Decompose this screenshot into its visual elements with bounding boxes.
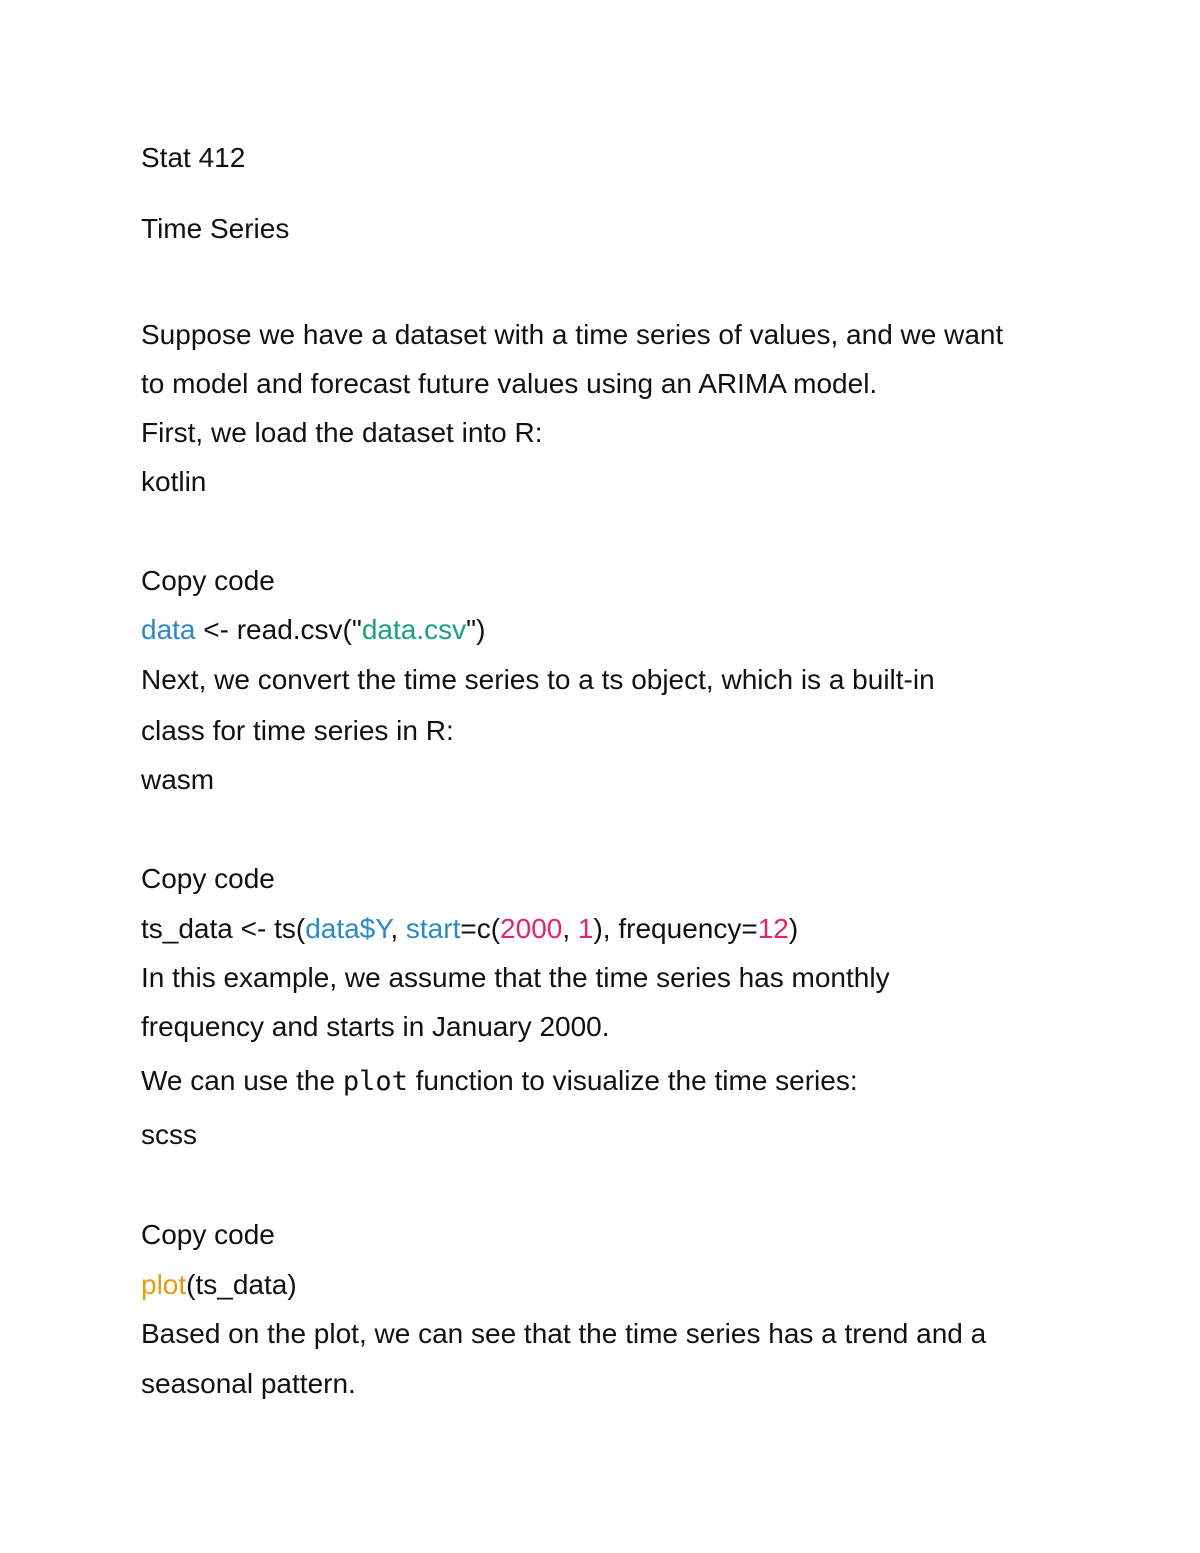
assumption-text-line-2: frequency and starts in January 2000.	[141, 1011, 610, 1042]
intro-text-line-2: to model and forecast future values using an ARIMA model.	[141, 368, 878, 399]
code-variable: data$Y	[305, 913, 391, 944]
step-plot-text	[141, 1063, 858, 1100]
course-title: Stat 412	[141, 142, 246, 173]
topic-heading: Time Series	[141, 213, 290, 244]
code-text: ts_data <- ts(	[141, 913, 306, 944]
step-plot-suffix: function to visualize the time series:	[407, 1065, 858, 1096]
code-text: =c(	[460, 913, 501, 944]
code-language-label: wasm	[141, 764, 215, 795]
code-string: data.csv	[361, 614, 467, 645]
code-number: 1	[577, 913, 594, 944]
code-text: )	[788, 913, 799, 944]
code-text: (ts_data)	[186, 1269, 297, 1300]
code-variable: data	[141, 614, 196, 645]
copy-code-button[interactable]: Copy code	[141, 1219, 275, 1250]
code-text: ), frequency=	[593, 913, 758, 944]
code-paren: )	[476, 614, 486, 645]
code-language-label: kotlin	[141, 466, 207, 497]
code-argument: start	[405, 913, 461, 944]
code-number: 12	[757, 913, 789, 944]
conclusion-text-line-1: Based on the plot, we can see that the time series has a trend and a	[141, 1318, 987, 1349]
code-function: plot	[141, 1269, 187, 1300]
code-quote: "	[351, 614, 362, 645]
inline-code-plot: plot	[342, 1066, 408, 1097]
code-block-plot	[141, 1267, 297, 1303]
copy-code-button[interactable]: Copy code	[141, 863, 275, 894]
code-block-ts	[141, 911, 798, 947]
code-text: ,	[562, 913, 578, 944]
conclusion-text-line-2: seasonal pattern.	[141, 1368, 356, 1399]
assumption-text-line-1: In this example, we assume that the time series has monthly	[141, 962, 890, 993]
code-number: 2000	[500, 913, 563, 944]
code-block-read-csv	[141, 612, 485, 648]
step-load-text: First, we load the dataset into R:	[141, 417, 543, 448]
step-convert-text-line-1: Next, we convert the time series to a ts object, which is a built-in	[141, 664, 935, 695]
intro-text-line-1: Suppose we have a dataset with a time series of values, and we want	[141, 319, 1004, 350]
code-text: ,	[390, 913, 406, 944]
code-language-label: scss	[141, 1119, 197, 1150]
copy-code-button[interactable]: Copy code	[141, 565, 275, 596]
step-plot-prefix: We can use the	[141, 1065, 343, 1096]
step-convert-text-line-2: class for time series in R:	[141, 715, 454, 746]
code-operator: <- read.csv(	[195, 614, 352, 645]
code-quote: "	[466, 614, 477, 645]
